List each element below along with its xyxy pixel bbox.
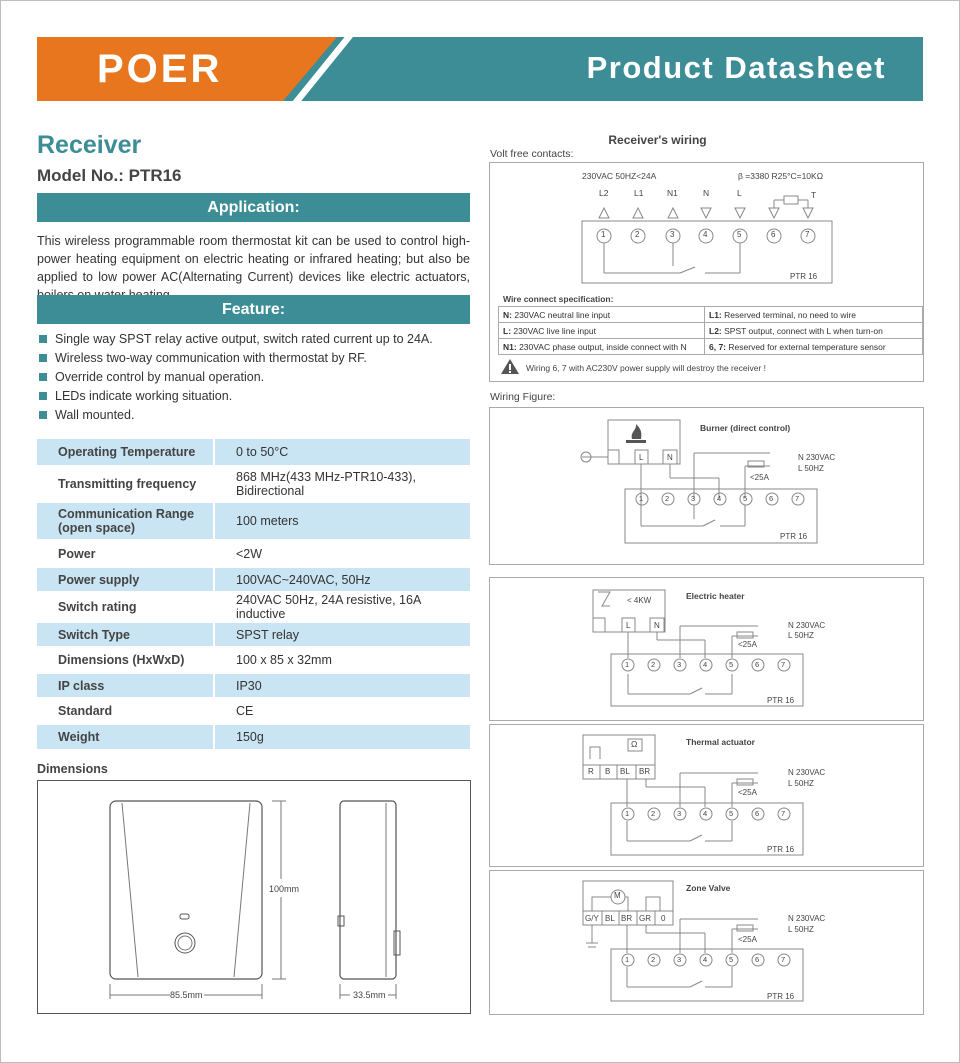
valve-wiring-panel	[489, 870, 924, 1015]
terminal-label: L	[639, 453, 644, 462]
feature-item	[37, 349, 477, 368]
terminal-number: 6	[755, 660, 760, 669]
wire-spec-row	[499, 339, 923, 355]
terminal-number: 2	[665, 494, 670, 503]
terminal-label: BR	[639, 767, 651, 776]
height-label: 100mm	[269, 884, 300, 894]
bullet-icon	[39, 411, 47, 419]
spec-row	[37, 647, 470, 673]
neutral-label: N 230VAC	[788, 768, 826, 777]
terminal-label: B	[605, 767, 611, 776]
spec-value: IP30	[214, 673, 470, 698]
spec-row	[37, 724, 470, 750]
terminal-number: 7	[781, 809, 786, 818]
live-label: L 50HZ	[798, 464, 824, 473]
terminal-number: 6	[755, 809, 760, 818]
page-title: Product Datasheet	[586, 50, 886, 85]
volt-free-label: Volt free contacts:	[490, 148, 574, 160]
spec-row	[37, 540, 470, 567]
terminal-label: L	[626, 621, 631, 630]
terminal-number: 2	[651, 955, 656, 964]
terminal-number: 5	[737, 230, 742, 239]
terminal-number: 1	[625, 955, 630, 964]
live-label: L 50HZ	[788, 925, 814, 934]
spec-value: CE	[214, 698, 470, 724]
width-label: 85.5mm	[170, 990, 203, 1000]
spec-key: Dimensions (HxWxD)	[37, 647, 214, 673]
terminal-number: 2	[651, 809, 656, 818]
device-label: PTR 16	[790, 272, 818, 281]
terminal-number: 3	[691, 494, 696, 503]
spec-key: Operating Temperature	[37, 439, 214, 466]
feature-text: Wall mounted.	[55, 408, 135, 422]
feature-item	[37, 330, 477, 349]
bullet-icon	[39, 335, 47, 343]
terminal-number: 7	[805, 230, 810, 239]
dimensions-heading: Dimensions	[37, 762, 108, 776]
spec-key: Weight	[37, 724, 214, 750]
terminal-label: BL	[620, 767, 630, 776]
terminal-number: 7	[781, 660, 786, 669]
terminal-label: G/Y	[585, 914, 599, 923]
terminal-number: 6	[755, 955, 760, 964]
terminal-label: R	[588, 767, 594, 776]
header-banner	[37, 37, 923, 101]
device-label: PTR 16	[767, 845, 795, 854]
wire-spec-title: Wire connect specification:	[503, 294, 614, 304]
wire-spec-table	[498, 306, 923, 355]
terminal-label: N	[703, 188, 710, 198]
burner-wiring-panel	[489, 407, 924, 565]
spec-value: 240VAC 50Hz, 24A resistive, 16A inductive	[214, 592, 470, 622]
supply-rating: 230VAC 50HZ<24A	[582, 171, 657, 181]
terminal-label: 0	[661, 914, 666, 923]
terminal-number: 1	[625, 809, 630, 818]
ohm-icon: Ω	[631, 739, 638, 749]
wire-spec-cell: L1: Reserved terminal, no need to wire	[705, 307, 923, 323]
terminal-number: 2	[635, 230, 640, 239]
spec-table	[37, 439, 470, 751]
wire-spec-cell: L2: SPST output, connect with L when turn-on	[705, 323, 923, 339]
terminal-label: BR	[621, 914, 633, 923]
terminal-label: L2	[599, 188, 609, 198]
feature-text: Wireless two-way communication with thermostat by RF.	[55, 351, 367, 365]
terminal-number: 5	[729, 660, 734, 669]
terminal-number: 5	[729, 809, 734, 818]
feature-text: Single way SPST relay active output, switch rated current up to 24A.	[55, 332, 433, 346]
device-label: PTR 16	[767, 992, 795, 1001]
spec-key: Switch rating	[37, 592, 214, 622]
spec-value: 150g	[214, 724, 470, 750]
terminal-number: 5	[743, 494, 748, 503]
terminal-number: 7	[781, 955, 786, 964]
terminal-label: BL	[605, 914, 615, 923]
terminal-number: 3	[677, 809, 682, 818]
terminal-number: 7	[795, 494, 800, 503]
spec-row	[37, 698, 470, 724]
spec-key: Communication Range (open space)	[37, 502, 214, 540]
terminal-label: GR	[639, 914, 651, 923]
spec-key: Transmitting frequency	[37, 466, 214, 502]
spec-value: 100 meters	[214, 502, 470, 540]
terminal-label: N	[667, 453, 673, 462]
product-name: Receiver	[37, 131, 142, 159]
wire-spec-cell: N: 230VAC neutral line input	[499, 307, 705, 323]
neutral-label: N 230VAC	[788, 621, 826, 630]
feature-list	[37, 330, 477, 425]
device-label: PTR 16	[780, 532, 808, 541]
spec-row	[37, 567, 470, 592]
terminal-label: N1	[667, 188, 678, 198]
spec-value: SPST relay	[214, 622, 470, 647]
terminal-number: 6	[771, 230, 776, 239]
wire-spec-row	[499, 323, 923, 339]
dimension-sketch	[38, 781, 470, 1013]
spec-value: 868 MHz(433 MHz-PTR10-433), Bidirectional	[214, 466, 470, 502]
wire-spec-cell: N1: 230VAC phase output, inside connect with N	[499, 339, 705, 355]
figure-title: Zone Valve	[686, 883, 731, 893]
feature-item	[37, 387, 477, 406]
terminal-number: 5	[729, 955, 734, 964]
device-label: PTR 16	[767, 696, 795, 705]
feature-text: LEDs indicate working situation.	[55, 389, 233, 403]
brand-logo: POER	[97, 47, 223, 91]
figure-title: Burner (direct control)	[700, 423, 791, 433]
spec-key: IP class	[37, 673, 214, 698]
spec-key: Power supply	[37, 567, 214, 592]
spec-key: Power	[37, 540, 214, 567]
warning-text: Wiring 6, 7 with AC230V power supply will destroy the receiver !	[526, 363, 766, 373]
terminal-number: 3	[677, 955, 682, 964]
terminal-number: 1	[639, 494, 644, 503]
feature-item	[37, 368, 477, 387]
spec-value: 0 to 50°C	[214, 439, 470, 466]
terminal-number: 4	[703, 955, 708, 964]
heater-wiring-panel	[489, 577, 924, 721]
figure-title: Thermal actuator	[686, 737, 755, 747]
feature-item	[37, 406, 477, 425]
warning-icon	[500, 358, 520, 376]
wire-spec-cell: 6, 7: Reserved for external temperature sensor	[705, 339, 923, 355]
spec-row	[37, 592, 470, 622]
motor-icon: M	[614, 891, 621, 900]
power-note: < 4KW	[627, 596, 652, 605]
fuse-label: <25A	[750, 473, 769, 482]
application-heading: Application:	[37, 193, 470, 222]
spec-key: Standard	[37, 698, 214, 724]
spec-key: Switch Type	[37, 622, 214, 647]
spec-row	[37, 466, 470, 502]
neutral-label: N 230VAC	[788, 914, 826, 923]
terminal-number: 4	[717, 494, 722, 503]
spec-value: <2W	[214, 540, 470, 567]
neutral-label: N 230VAC	[798, 453, 836, 462]
fuse-label: <25A	[738, 640, 757, 649]
spec-row	[37, 502, 470, 540]
feature-text: Override control by manual operation.	[55, 370, 265, 384]
terminal-label: N	[654, 621, 660, 630]
terminal-number: 3	[670, 230, 675, 239]
bullet-icon	[39, 392, 47, 400]
application-text: This wireless programmable room thermostat kit can be used to control high-power heating equipment on electric heating or infrared heating; but also be applied to low power AC(Alternating Current) devices like electric actuators,	[37, 234, 470, 284]
depth-label: 33.5mm	[353, 990, 386, 1000]
bullet-icon	[39, 373, 47, 381]
dimensions-drawing	[37, 780, 471, 1014]
terminal-number: 3	[677, 660, 682, 669]
fuse-label: <25A	[738, 935, 757, 944]
terminal-label: L	[737, 188, 742, 198]
live-label: L 50HZ	[788, 779, 814, 788]
sensor-rating: β =3380 R25°C=10KΩ	[738, 171, 824, 181]
spec-value: 100VAC~240VAC, 50Hz	[214, 567, 470, 592]
live-label: L 50HZ	[788, 631, 814, 640]
wiring-figure-label: Wiring Figure:	[490, 391, 556, 403]
spec-value: 100 x 85 x 32mm	[214, 647, 470, 673]
sensor-label: T	[811, 190, 817, 200]
terminal-number: 6	[769, 494, 774, 503]
wire-spec-row	[499, 307, 923, 323]
model-number: Model No.: PTR16	[37, 166, 182, 185]
feature-heading: Feature:	[37, 295, 470, 324]
wire-spec-cell: L: 230VAC live line input	[499, 323, 705, 339]
terminal-number: 4	[703, 809, 708, 818]
spec-row	[37, 622, 470, 647]
terminal-label: L1	[634, 188, 644, 198]
figure-title: Electric heater	[686, 591, 745, 601]
fuse-label: <25A	[738, 788, 757, 797]
bullet-icon	[39, 354, 47, 362]
terminal-number: 1	[625, 660, 630, 669]
spec-row	[37, 673, 470, 698]
actuator-wiring-panel	[489, 724, 924, 867]
wiring-title: Receiver's wiring	[608, 133, 707, 147]
terminal-number: 2	[651, 660, 656, 669]
terminal-number: 4	[703, 660, 708, 669]
terminal-number: 1	[601, 230, 606, 239]
spec-row	[37, 439, 470, 466]
terminal-number: 4	[703, 230, 708, 239]
